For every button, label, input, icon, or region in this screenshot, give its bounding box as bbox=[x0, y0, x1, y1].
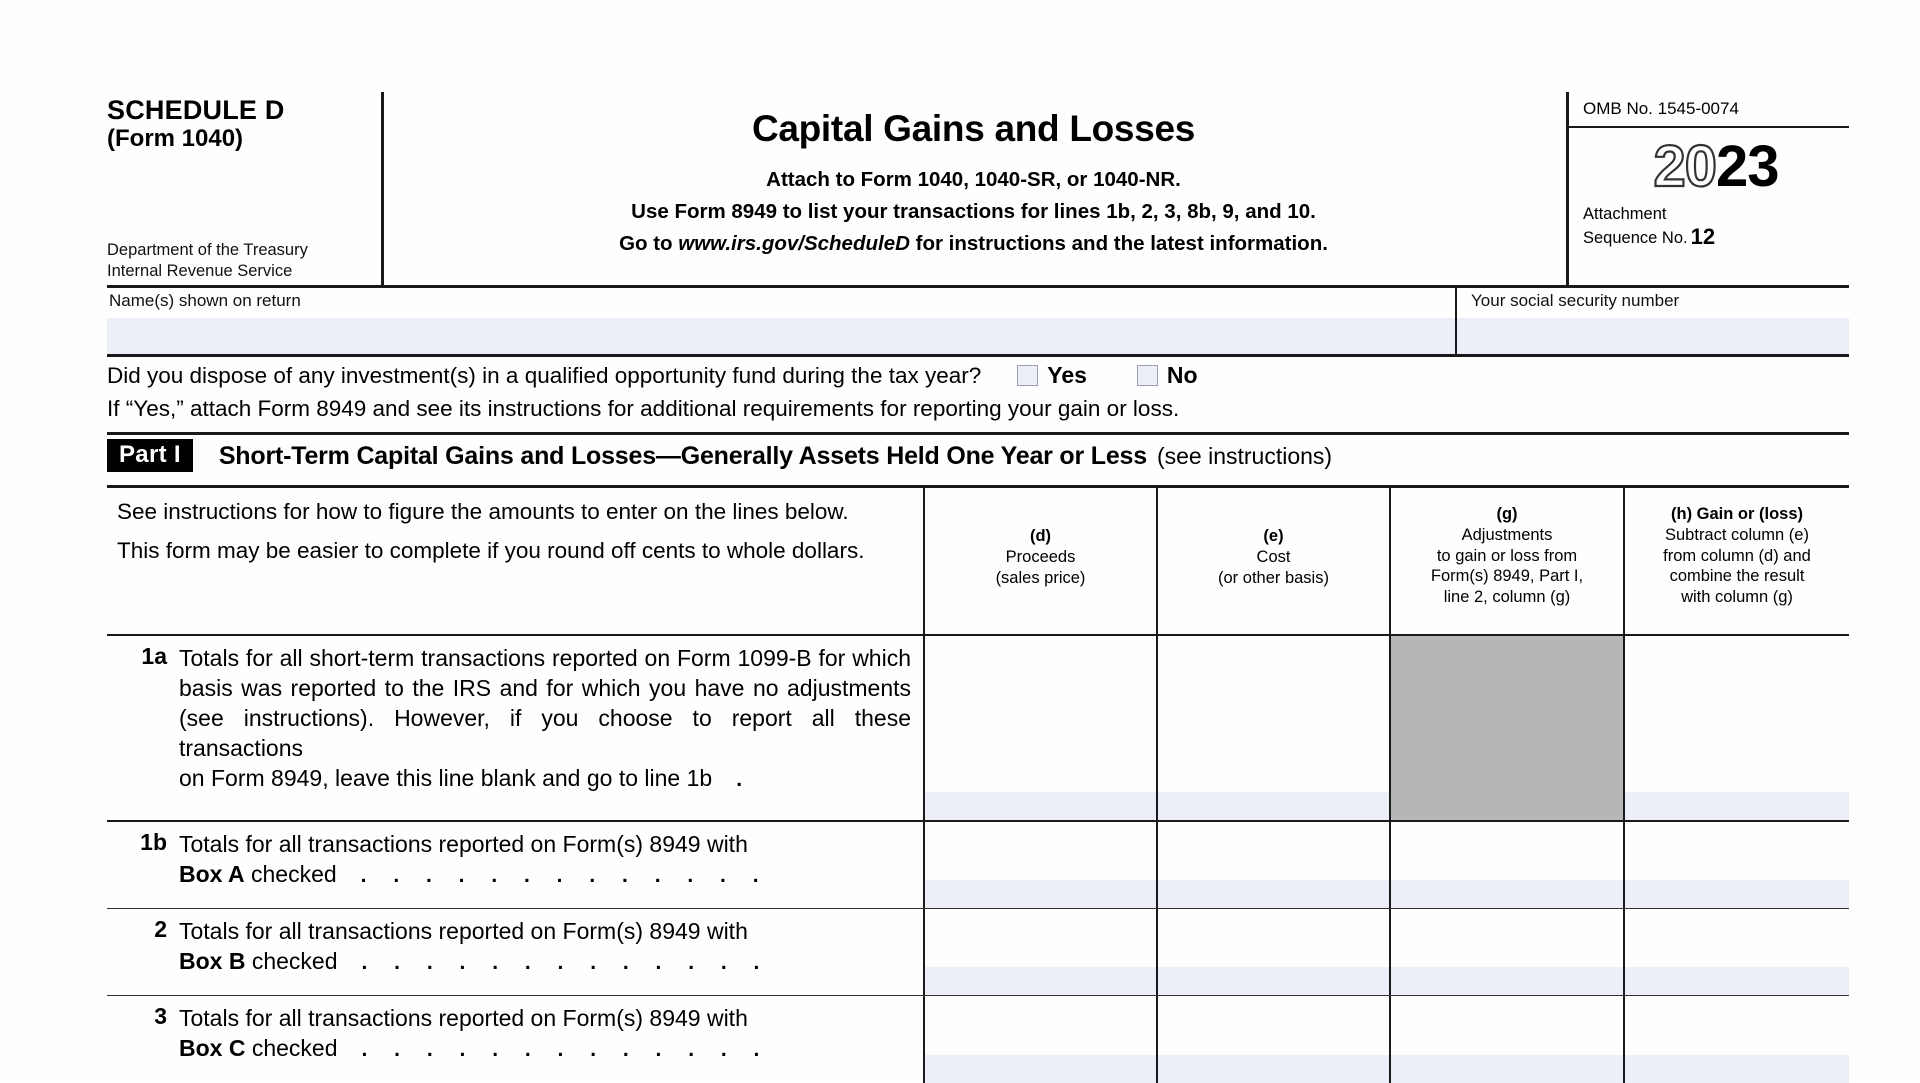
column-h-line-3: combine the result bbox=[1669, 567, 1805, 586]
table-row bbox=[107, 909, 1849, 996]
line-1a-column-g-blocked bbox=[1391, 792, 1623, 820]
table-instructions-cell bbox=[107, 488, 925, 634]
line-1b-column-e-input[interactable] bbox=[1158, 880, 1389, 908]
line-1a-dot-leader: . bbox=[736, 768, 753, 791]
line-1b-column-g-cell bbox=[1391, 822, 1625, 908]
schedule-d-sheet bbox=[107, 92, 1849, 1083]
line-1a-column-e-input[interactable] bbox=[1158, 792, 1389, 820]
line-1a-number: 1a bbox=[141, 643, 167, 669]
line-2-number: 2 bbox=[154, 916, 167, 942]
department-line-2: Internal Revenue Service bbox=[107, 261, 293, 280]
line-2-column-h-cell bbox=[1625, 909, 1849, 995]
column-header-g bbox=[1391, 488, 1625, 634]
line-1a-column-d-cell bbox=[925, 636, 1158, 820]
line-1b-column-d-cell bbox=[925, 822, 1158, 908]
masthead-center-block bbox=[384, 92, 1563, 285]
attachment-label-line2-wrap bbox=[1583, 224, 1849, 251]
column-e-line-2: (or other basis) bbox=[1218, 568, 1329, 587]
qof-note: If “Yes,” attach Form 8949 and see its instructions for additional requirements for reporting your gain or loss. bbox=[107, 395, 1180, 421]
line-1a-text-l5: on Form 8949, leave this line blank and go to line 1b bbox=[179, 765, 713, 791]
masthead-right-block bbox=[1566, 92, 1849, 285]
column-g-line-1: Adjustments bbox=[1461, 525, 1553, 544]
table-row bbox=[107, 636, 1849, 822]
attachment-sequence-block bbox=[1583, 204, 1849, 251]
line-1a-column-d-input[interactable] bbox=[925, 792, 1156, 820]
tax-year bbox=[1583, 134, 1849, 200]
line-3-box-label: Box C bbox=[179, 1035, 246, 1061]
line-1b-column-h-input[interactable] bbox=[1625, 880, 1849, 908]
masthead-left-block bbox=[107, 92, 384, 285]
line-2-column-d-cell bbox=[925, 909, 1158, 995]
line-1a-column-g-cell-shaded bbox=[1391, 636, 1625, 820]
part-1-title: Short-Term Capital Gains and Losses—Generally Assets Held One Year or Less bbox=[218, 442, 1147, 470]
column-h-letter: (h) Gain or (loss) bbox=[1671, 505, 1803, 523]
line-2-column-e-input[interactable] bbox=[1158, 967, 1389, 995]
column-g-letter: (g) bbox=[1496, 505, 1518, 523]
column-h-line-2: from column (d) and bbox=[1663, 546, 1811, 565]
line-1a-text-l1: Totals for all short-term transactions reported on Form bbox=[179, 645, 731, 671]
column-g-line-2: to gain or loss from bbox=[1436, 546, 1578, 565]
line-2-checked-word: checked bbox=[245, 948, 338, 974]
qof-yes-label: Yes bbox=[1047, 362, 1087, 388]
column-h-line-4: with column (g) bbox=[1681, 588, 1793, 607]
line-1b-description-cell bbox=[107, 822, 925, 908]
qof-yes-checkbox[interactable] bbox=[1017, 365, 1038, 386]
qof-question-line bbox=[107, 360, 1849, 392]
line-2-column-d-input[interactable] bbox=[925, 967, 1156, 995]
line-2-description-cell bbox=[107, 909, 925, 995]
name-cell bbox=[107, 288, 1457, 354]
line-3-text bbox=[179, 1003, 911, 1063]
qof-question-block bbox=[107, 357, 1849, 435]
line-1a-column-h-input[interactable] bbox=[1625, 792, 1849, 820]
attach-instruction: Attach to Form 1040, 1040-SR, or 1040-NR. bbox=[766, 168, 1181, 191]
form-title: Capital Gains and Losses bbox=[751, 108, 1196, 149]
line-2-column-g-input[interactable] bbox=[1391, 967, 1623, 995]
line-1b-column-g-input[interactable] bbox=[1391, 880, 1623, 908]
line-1b-column-e-cell bbox=[1158, 822, 1391, 908]
attachment-label-line1: Attachment bbox=[1583, 205, 1667, 223]
column-d-letter: (d) bbox=[1029, 527, 1052, 545]
column-e-line-1: Cost bbox=[1256, 547, 1291, 566]
attachment-sequence-number: 12 bbox=[1690, 224, 1716, 250]
qof-question-text: Did you dispose of any investment(s) in a qualified opportunity fund during the tax year? bbox=[107, 363, 982, 388]
part-1-tag: Part I bbox=[107, 439, 193, 472]
line-1b-number: 1b bbox=[140, 829, 167, 855]
line-1b-column-d-input[interactable] bbox=[925, 880, 1156, 908]
taxpayer-identity-row bbox=[107, 288, 1849, 357]
column-e-letter: (e) bbox=[1263, 527, 1284, 545]
line-2-column-e-cell bbox=[1158, 909, 1391, 995]
schedule-title: SCHEDULE D bbox=[107, 95, 285, 125]
column-h-line-1: Subtract column (e) bbox=[1665, 525, 1809, 544]
irs-scheduled-link[interactable]: www.irs.gov/ScheduleD bbox=[678, 232, 910, 256]
table-header-row bbox=[107, 488, 1849, 636]
line-1b-text bbox=[179, 829, 911, 889]
line-3-column-h-input[interactable] bbox=[1625, 1055, 1849, 1083]
line-1a-text-l4: However, if you choose to report all these transactions bbox=[179, 705, 911, 761]
line-3-dot-leader: . . . . . . . . . . . . . bbox=[361, 1038, 770, 1061]
issuing-agency bbox=[107, 240, 308, 281]
qof-no-label: No bbox=[1166, 362, 1198, 388]
line-2-box-label: Box B bbox=[179, 948, 246, 974]
part-1-table bbox=[107, 488, 1849, 1083]
line-1a-text bbox=[179, 643, 911, 793]
line-3-column-h-cell bbox=[1625, 996, 1849, 1083]
tax-year-century: 20 bbox=[1653, 134, 1716, 199]
line-3-text-l1: Totals for all transactions reported on Form(s) 8949 with bbox=[179, 1005, 748, 1031]
website-instruction bbox=[384, 229, 1563, 258]
column-g-line-4: line 2, column (g) bbox=[1443, 588, 1571, 607]
tax-year-digits: 23 bbox=[1716, 134, 1779, 199]
line-1b-box-label: Box A bbox=[179, 861, 245, 887]
line-2-dot-leader: . . . . . . . . . . . . . bbox=[361, 951, 770, 974]
department-line-1: Department of the Treasury bbox=[107, 241, 308, 260]
form-8949-instruction: Use Form 8949 to list your transactions for lines 1b, 2, 3, 8b, 9, and 10. bbox=[631, 200, 1316, 224]
part-1-see-instructions: (see instructions) bbox=[1156, 443, 1333, 469]
column-d-line-2: (sales price) bbox=[995, 568, 1086, 587]
line-1b-checked-word: checked bbox=[244, 861, 337, 887]
ssn-cell bbox=[1457, 288, 1849, 354]
column-header-h bbox=[1625, 488, 1849, 634]
name-field-label: Name(s) shown on return bbox=[109, 291, 301, 310]
line-1a-text-l2: 1099-B for which basis was reported to the IRS and for bbox=[179, 645, 912, 701]
line-1b-column-h-cell bbox=[1625, 822, 1849, 908]
line-3-checked-word: checked bbox=[245, 1035, 338, 1061]
qof-no-checkbox[interactable] bbox=[1137, 365, 1158, 386]
line-3-description-cell bbox=[107, 996, 925, 1083]
line-1b-text-l1: Totals for all transactions reported on Form(s) 8949 with bbox=[179, 831, 748, 857]
form-masthead bbox=[107, 92, 1849, 288]
goto-suffix: for instructions and the latest information. bbox=[909, 232, 1328, 256]
line-2-column-h-input[interactable] bbox=[1625, 967, 1849, 995]
table-row bbox=[107, 996, 1849, 1083]
line-3-number: 3 bbox=[154, 1003, 167, 1029]
column-g-line-3: Form(s) 8949, Part I, bbox=[1430, 567, 1584, 586]
column-header-e bbox=[1158, 488, 1391, 634]
line-1a-text-l3: which you have no adjustments (see instructions). bbox=[179, 675, 912, 731]
table-row bbox=[107, 822, 1849, 909]
instruction-paragraph-2: This form may be easier to complete if you round off cents to whole dollars. bbox=[117, 538, 865, 564]
column-header-d bbox=[925, 488, 1158, 634]
instruction-paragraph-1: See instructions for how to figure the amounts to enter on the lines below. bbox=[117, 499, 849, 524]
line-2-column-g-cell bbox=[1391, 909, 1625, 995]
column-d-line-1: Proceeds bbox=[1005, 547, 1076, 566]
line-3-column-g-input[interactable] bbox=[1391, 1055, 1623, 1083]
line-3-column-e-cell bbox=[1158, 996, 1391, 1083]
line-1a-column-h-cell bbox=[1625, 636, 1849, 820]
attachment-label-line2: Sequence No. bbox=[1583, 229, 1688, 248]
schedule-subtitle: (Form 1040) bbox=[107, 125, 244, 153]
line-2-text bbox=[179, 916, 911, 976]
ssn-field-label: Your social security number bbox=[1471, 291, 1680, 310]
ssn-input[interactable] bbox=[1457, 318, 1849, 354]
line-3-column-d-cell bbox=[925, 996, 1158, 1083]
part-1-header bbox=[107, 435, 1849, 488]
line-3-column-d-input[interactable] bbox=[925, 1055, 1156, 1083]
line-3-column-g-cell bbox=[1391, 996, 1625, 1083]
line-1a-column-e-cell bbox=[1158, 636, 1391, 820]
line-1b-dot-leader: . . . . . . . . . . . . . bbox=[360, 864, 770, 887]
name-input[interactable] bbox=[107, 318, 1455, 354]
line-3-column-e-input[interactable] bbox=[1158, 1055, 1389, 1083]
line-1a-description-cell bbox=[107, 636, 925, 820]
line-2-text-l1: Totals for all transactions reported on Form(s) 8949 with bbox=[179, 918, 748, 944]
goto-prefix: Go to bbox=[619, 232, 679, 256]
omb-number: OMB No. 1545-0074 bbox=[1569, 92, 1849, 128]
